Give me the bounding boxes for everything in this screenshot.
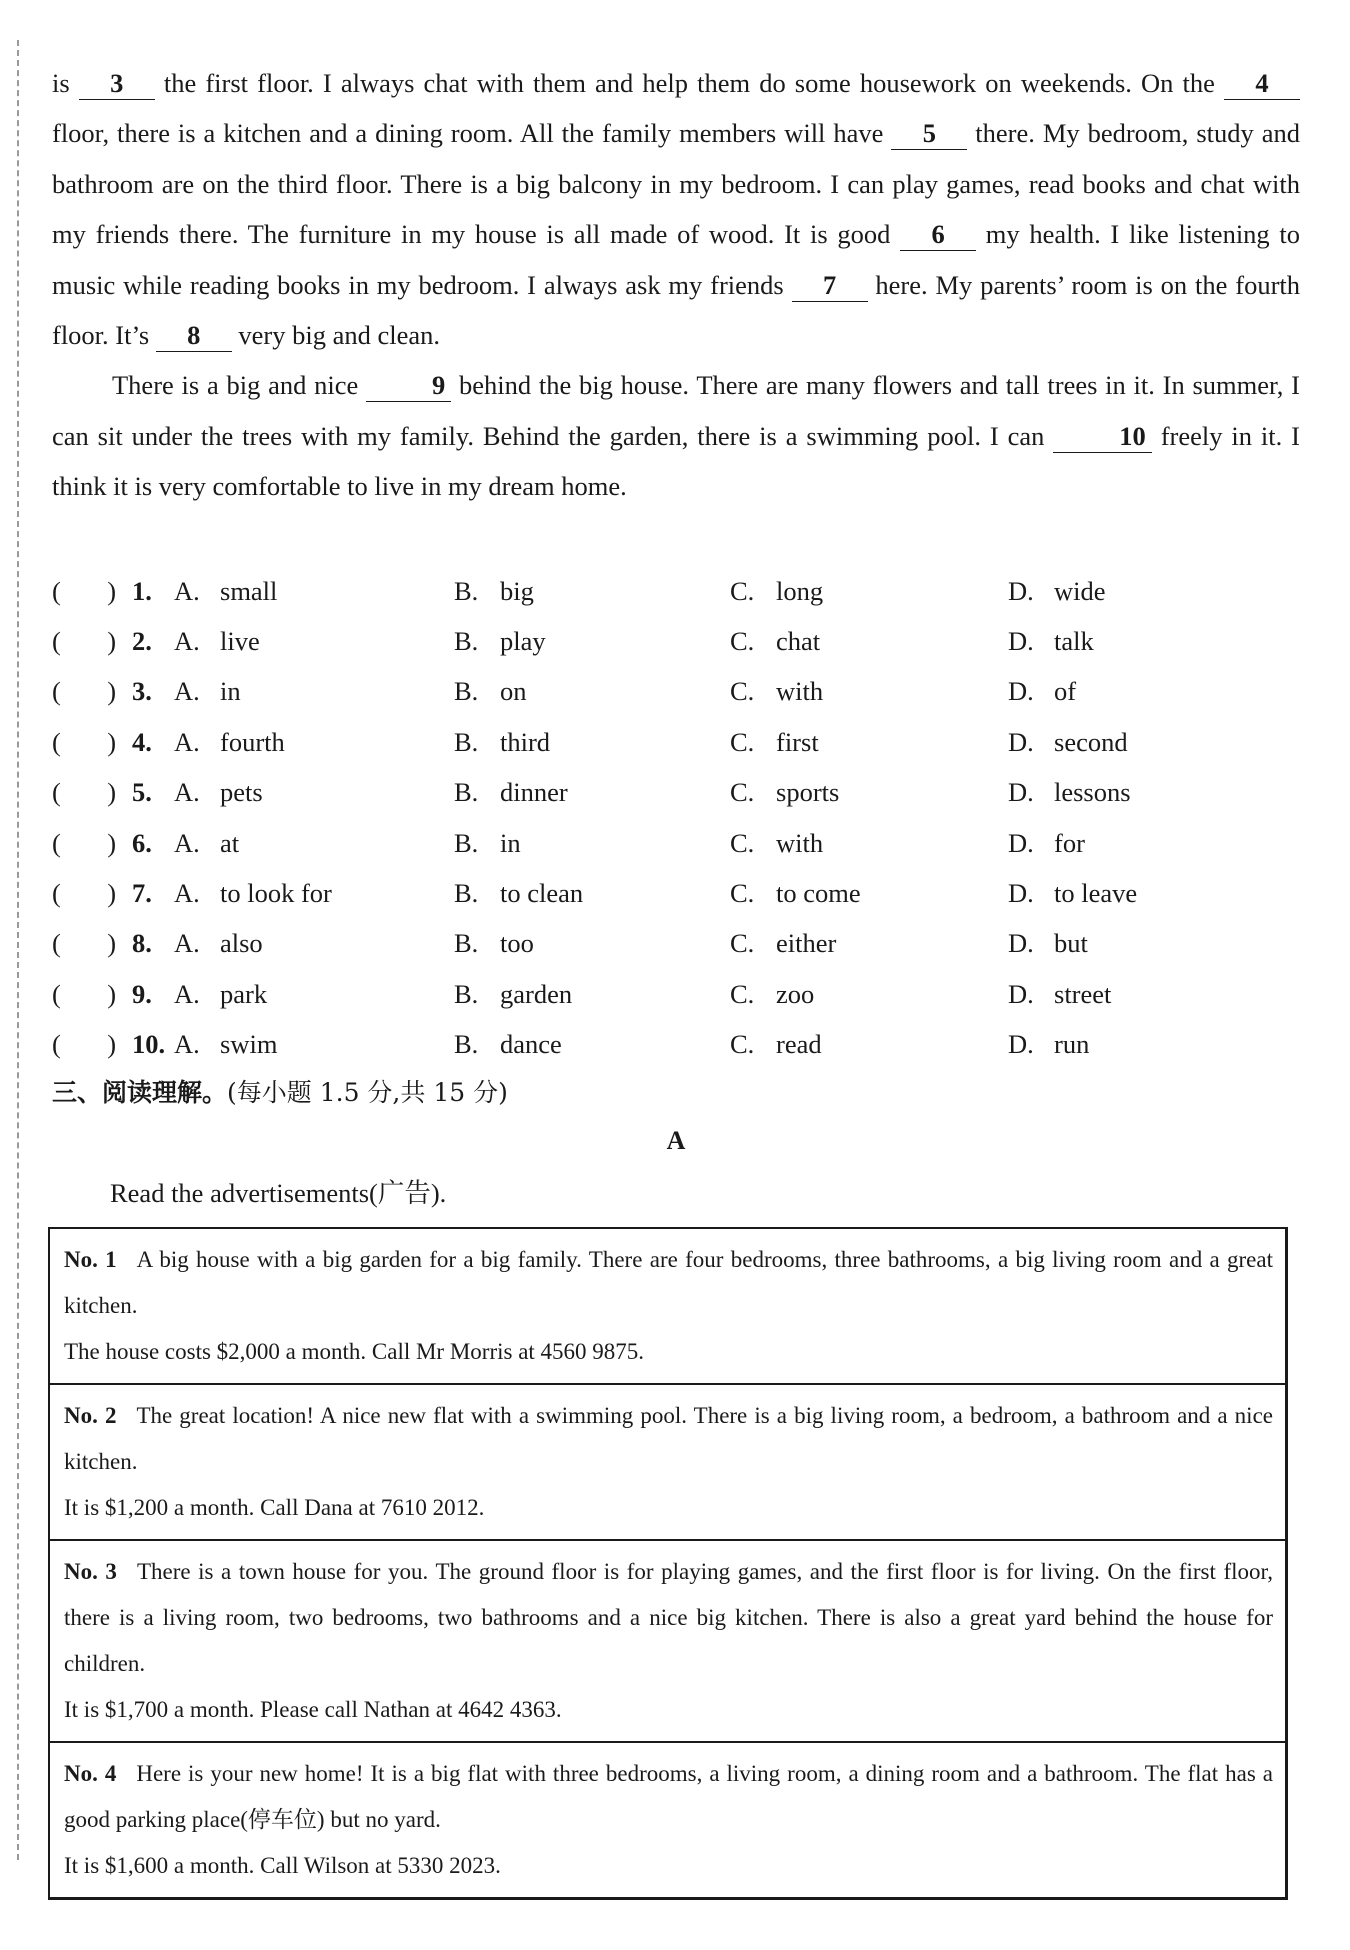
- option-text: to come: [776, 878, 861, 909]
- answer-blank: 7: [792, 269, 868, 302]
- cloze-options-list: [52, 566, 1300, 1070]
- answer-blank: 3: [79, 67, 155, 100]
- question-number: 5.: [132, 777, 152, 808]
- answer-blank: 8: [156, 319, 232, 352]
- ad-text: It is $1,700 a month. Please call Nathan at 4642 4363.: [64, 1697, 562, 1722]
- option-text: lessons: [1054, 777, 1131, 808]
- answer-blank: 5: [891, 117, 967, 150]
- option-text: first: [776, 726, 819, 757]
- option-c: [730, 1029, 1008, 1060]
- option-letter: D.: [1008, 777, 1034, 808]
- option-letter: C.: [730, 626, 755, 657]
- option-text: at: [220, 827, 240, 858]
- option-letter: C.: [730, 827, 755, 858]
- option-letter: D.: [1008, 575, 1034, 606]
- option-text: too: [500, 928, 534, 959]
- ad-price-contact: [64, 1485, 1273, 1531]
- option-letter: C.: [730, 928, 755, 959]
- option-b: [454, 626, 730, 657]
- question-row: [52, 818, 1300, 868]
- advertisement-1: [50, 1229, 1285, 1385]
- question-number: 2.: [132, 626, 152, 657]
- option-b: [454, 576, 730, 607]
- ad-number: No. 1: [64, 1247, 117, 1272]
- option-letter: A.: [174, 878, 200, 909]
- option-letter: C.: [730, 777, 755, 808]
- option-text: street: [1054, 978, 1112, 1009]
- ad-description: [64, 1751, 1273, 1843]
- option-letter: B.: [454, 878, 479, 909]
- ad-price-contact: [64, 1687, 1273, 1733]
- option-letter: D.: [1008, 726, 1034, 757]
- ad-number: No. 2: [64, 1403, 117, 1428]
- answer-parentheses: ( ): [52, 827, 117, 858]
- option-d: [1008, 777, 1258, 808]
- option-text: garden: [500, 978, 573, 1009]
- option-text: wide: [1054, 575, 1106, 606]
- option-text: dance: [500, 1029, 562, 1060]
- option-a: [174, 727, 454, 758]
- section-heading: [52, 1070, 1300, 1116]
- option-a: [174, 626, 454, 657]
- section-title: 三、阅读理解。: [52, 1078, 228, 1107]
- option-c: [730, 928, 1008, 959]
- option-d: [1008, 676, 1258, 707]
- option-a: [174, 979, 454, 1010]
- question-row: [52, 919, 1300, 969]
- option-d: [1008, 878, 1258, 909]
- option-letter: A.: [174, 827, 200, 858]
- answer-parentheses: ( ): [52, 928, 117, 959]
- option-text: fourth: [220, 726, 285, 757]
- passage-text: the first floor. I always chat with them and help them do some housework on weekends. On the: [154, 68, 1224, 98]
- option-c: [730, 878, 1008, 909]
- option-letter: A.: [174, 676, 200, 707]
- option-text: zoo: [776, 978, 815, 1009]
- option-b: [454, 727, 730, 758]
- option-text: with: [776, 676, 824, 707]
- ad-number: No. 3: [64, 1559, 117, 1584]
- ad-text: Here is your new home! It is a big flat with three bedrooms, a living room, a dining room and a bathroom. The flat has a good parking place(停车位) but no yard.: [64, 1761, 1273, 1832]
- option-c: [730, 777, 1008, 808]
- ad-description: [64, 1549, 1273, 1687]
- option-text: live: [220, 626, 260, 657]
- question-row: [52, 717, 1300, 767]
- option-text: long: [776, 575, 824, 606]
- question-number: 3.: [132, 676, 152, 707]
- option-c: [730, 828, 1008, 859]
- option-text: to leave: [1054, 878, 1138, 909]
- option-text: sports: [776, 777, 840, 808]
- advertisement-3: [50, 1541, 1285, 1743]
- option-letter: C.: [730, 575, 755, 606]
- option-c: [730, 979, 1008, 1010]
- ad-price-contact: [64, 1329, 1273, 1375]
- passage-text: here. My parents’ room is on the fourth floor. It’s: [52, 269, 1301, 351]
- option-text: of: [1054, 676, 1077, 707]
- passage-text: There is a big and nice: [112, 370, 366, 401]
- option-text: play: [500, 626, 546, 657]
- question-number: 8.: [132, 928, 152, 959]
- option-letter: A.: [174, 575, 200, 606]
- ad-price-contact: [64, 1843, 1273, 1889]
- option-letter: D.: [1008, 878, 1034, 909]
- option-text: chat: [776, 626, 821, 657]
- option-letter: B.: [454, 978, 479, 1009]
- passage-text: behind the big house. There are many flowers and tall trees in it. In summer, I can sit under the trees with my family. Behind the garden, there is a swimming pool. I can: [52, 370, 1300, 451]
- reading-instruction: Read the advertisements(广告).: [110, 1178, 447, 1208]
- option-text: big: [500, 575, 534, 606]
- question-number: 9.: [132, 978, 152, 1009]
- question-row: [52, 768, 1300, 818]
- answer-parentheses: ( ): [52, 777, 117, 808]
- option-text: swim: [220, 1029, 278, 1060]
- option-a: [174, 777, 454, 808]
- option-b: [454, 928, 730, 959]
- question-number: 1.: [132, 575, 152, 606]
- passage-text: my health. I like listening to music while reading books in my bedroom. I always ask my friends: [52, 219, 1301, 300]
- option-text: to clean: [500, 878, 584, 909]
- question-number: 7.: [132, 878, 152, 909]
- option-b: [454, 676, 730, 707]
- binding-margin-line: [17, 40, 19, 1860]
- option-text: read: [776, 1029, 822, 1060]
- option-b: [454, 828, 730, 859]
- option-text: with: [776, 827, 824, 858]
- option-letter: B.: [454, 726, 479, 757]
- option-letter: C.: [730, 1029, 755, 1060]
- option-letter: A.: [174, 726, 200, 757]
- option-b: [454, 777, 730, 808]
- option-a: [174, 676, 454, 707]
- passage-text: floor, there is a kitchen and a dining room. All the family members will have: [52, 118, 892, 149]
- part-label: A: [666, 1126, 686, 1155]
- option-text: dinner: [500, 777, 568, 808]
- question-row: [52, 566, 1300, 616]
- ad-description: [64, 1237, 1273, 1329]
- answer-blank: 6: [900, 218, 976, 251]
- option-text: park: [220, 978, 268, 1009]
- option-letter: B.: [454, 777, 479, 808]
- option-letter: B.: [454, 626, 479, 657]
- option-d: [1008, 828, 1258, 859]
- option-c: [730, 676, 1008, 707]
- option-a: [174, 1029, 454, 1060]
- advertisement-4: [50, 1743, 1285, 1897]
- option-letter: B.: [454, 1029, 479, 1060]
- passage-text: very big and clean.: [231, 320, 441, 351]
- option-letter: C.: [730, 726, 755, 757]
- question-row: [52, 616, 1300, 666]
- option-letter: B.: [454, 928, 479, 959]
- ad-text: It is $1,200 a month. Call Dana at 7610 2012.: [64, 1495, 485, 1520]
- answer-parentheses: ( ): [52, 575, 117, 606]
- option-c: [730, 727, 1008, 758]
- option-b: [454, 979, 730, 1010]
- passage-text: there. My bedroom, study and bathroom are on the third floor. There is a big balcony in my bedroom. I can play games, read books and chat with my friends there. The furniture in my house is all made of wood. It is good: [52, 118, 1300, 250]
- option-letter: C.: [730, 878, 755, 909]
- answer-blank: 4: [1224, 67, 1300, 100]
- option-a: [174, 828, 454, 859]
- advertisement-2: [50, 1385, 1285, 1541]
- question-number: 10.: [132, 1029, 166, 1060]
- option-text: also: [220, 928, 263, 959]
- answer-parentheses: ( ): [52, 1029, 117, 1060]
- option-letter: D.: [1008, 1029, 1034, 1060]
- option-a: [174, 576, 454, 607]
- answer-blank: 9: [366, 369, 451, 402]
- answer-parentheses: ( ): [52, 978, 117, 1009]
- question-row: [52, 969, 1300, 1019]
- option-text: run: [1054, 1029, 1090, 1060]
- option-d: [1008, 576, 1258, 607]
- option-a: [174, 878, 454, 909]
- option-letter: D.: [1008, 626, 1034, 657]
- ad-text: The great location! A nice new flat with a swimming pool. There is a big living room, a bedroom, a bathroom and a nice kitchen.: [64, 1403, 1273, 1474]
- answer-parentheses: ( ): [52, 626, 117, 657]
- ad-description: [64, 1393, 1273, 1485]
- option-a: [174, 928, 454, 959]
- option-text: to look for: [220, 878, 332, 909]
- option-letter: D.: [1008, 928, 1034, 959]
- option-d: [1008, 727, 1258, 758]
- option-letter: A.: [174, 928, 200, 959]
- option-letter: B.: [454, 827, 479, 858]
- question-number: 6.: [132, 827, 152, 858]
- option-letter: A.: [174, 777, 200, 808]
- option-c: [730, 576, 1008, 607]
- option-b: [454, 1029, 730, 1060]
- option-d: [1008, 1029, 1258, 1060]
- question-number: 4.: [132, 726, 152, 757]
- answer-parentheses: ( ): [52, 878, 117, 909]
- ad-text: A big house with a big garden for a big family. There are four bedrooms, three bathrooms, a big living room and a great kitchen.: [64, 1247, 1273, 1318]
- option-letter: C.: [730, 978, 755, 1009]
- option-letter: A.: [174, 626, 200, 657]
- passage-text: freely in it. I think it is very comfortable to live in my dream home.: [52, 420, 1300, 502]
- option-letter: B.: [454, 676, 479, 707]
- passage-text: is: [52, 68, 79, 98]
- option-c: [730, 626, 1008, 657]
- option-text: in: [500, 827, 521, 858]
- passage-paragraph-2: [52, 360, 1300, 511]
- option-letter: A.: [174, 1029, 200, 1060]
- answer-blank: 10: [1053, 420, 1152, 453]
- answer-parentheses: ( ): [52, 676, 117, 707]
- option-text: for: [1054, 827, 1085, 858]
- option-b: [454, 878, 730, 909]
- ad-text: There is a town house for you. The ground floor is for playing games, and the first floor is for living. On the first floor, there is a living room, two bedrooms, two bathrooms and a nice big kitchen. There is also a great yard behind the house for children.: [64, 1559, 1273, 1676]
- question-row: [52, 667, 1300, 717]
- option-text: pets: [220, 777, 263, 808]
- ad-number: No. 4: [64, 1761, 117, 1786]
- advertisements-box: [48, 1227, 1288, 1900]
- option-text: talk: [1054, 626, 1094, 657]
- option-letter: C.: [730, 676, 755, 707]
- answer-parentheses: ( ): [52, 726, 117, 757]
- cloze-passage: [52, 58, 1300, 512]
- option-text: either: [776, 928, 837, 959]
- option-d: [1008, 979, 1258, 1010]
- option-text: second: [1054, 726, 1128, 757]
- option-letter: D.: [1008, 827, 1034, 858]
- option-letter: A.: [174, 978, 200, 1009]
- question-row: [52, 868, 1300, 918]
- option-letter: D.: [1008, 676, 1034, 707]
- option-letter: B.: [454, 575, 479, 606]
- question-row: [52, 1020, 1300, 1070]
- option-d: [1008, 626, 1258, 657]
- option-text: small: [220, 575, 278, 606]
- ad-text: The house costs $2,000 a month. Call Mr Morris at 4560 9875.: [64, 1339, 645, 1364]
- section-points: (每小题 1.5 分,共 15 分): [227, 1078, 508, 1107]
- option-d: [1008, 928, 1258, 959]
- option-text: but: [1054, 928, 1088, 959]
- option-text: in: [220, 676, 241, 707]
- passage-paragraph-1: [52, 58, 1300, 360]
- option-text: on: [500, 676, 527, 707]
- ad-text: It is $1,600 a month. Call Wilson at 5330 2023.: [64, 1853, 501, 1878]
- option-letter: D.: [1008, 978, 1034, 1009]
- option-text: third: [500, 726, 551, 757]
